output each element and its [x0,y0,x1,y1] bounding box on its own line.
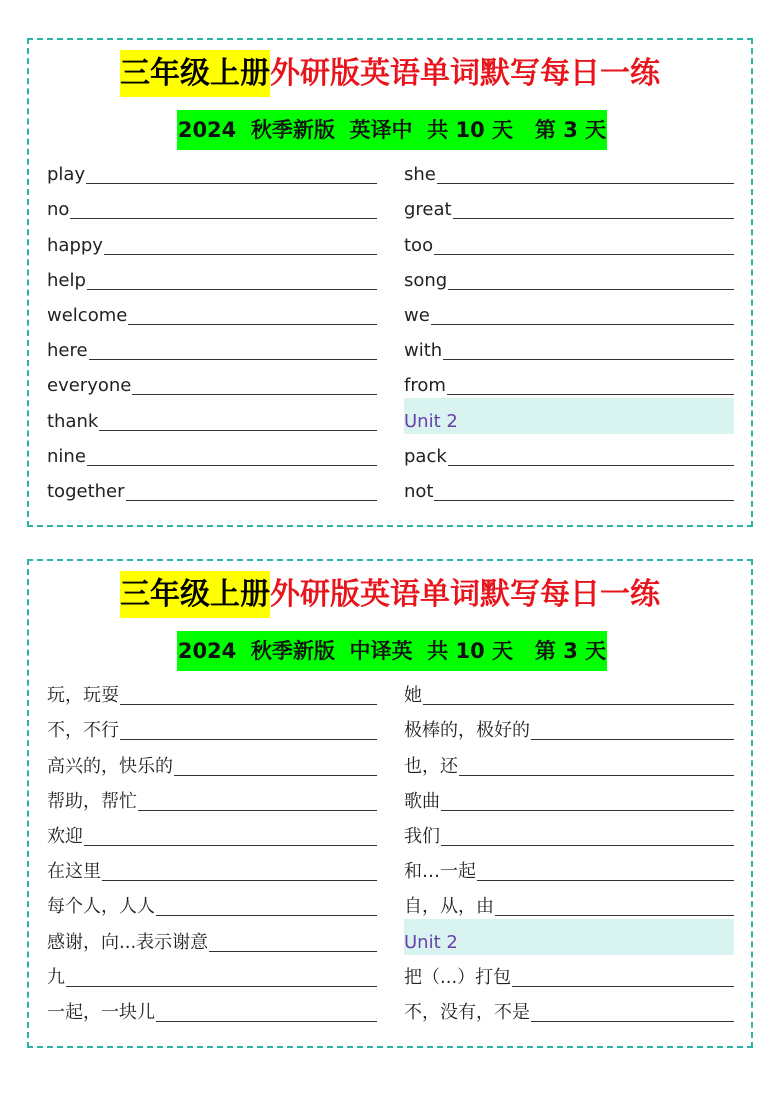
word-prompt: 高兴的，快乐的 [47,755,173,777]
word-row [404,884,734,919]
word-column-right [404,673,734,1025]
answer-blank-line[interactable] [102,879,377,881]
worksheet-subtitle: 2024 秋季新版 英译中 共 10 天 第 3 天 [177,110,607,150]
word-prompt: 自，从，由 [404,896,494,918]
worksheet-card-zh-to-en [27,559,753,1048]
word-row [404,222,734,257]
word-row [47,398,377,433]
word-row [47,152,377,187]
word-prompt: 也，还 [404,755,458,777]
word-row [404,258,734,293]
word-column-left [47,152,377,504]
word-row [404,434,734,469]
word-prompt: pack [404,445,447,467]
answer-blank-line[interactable] [89,358,377,360]
title-text: 外研版英语单词默写每日一练 [270,56,660,91]
answer-blank-line[interactable] [448,288,734,290]
word-row [47,919,377,954]
word-prompt: 歌曲 [404,790,440,812]
word-prompt: everyone [47,375,132,397]
word-row [404,955,734,990]
answer-blank-line[interactable] [120,703,377,705]
word-row [404,990,734,1025]
worksheet-title [29,569,751,613]
title-highlight: 三年级上册 [120,571,270,618]
word-row [47,884,377,919]
word-row [47,673,377,708]
word-row [404,779,734,814]
word-row [47,990,377,1025]
word-row [404,152,734,187]
word-prompt: happy [47,234,103,256]
word-prompt: 极棒的，极好的 [404,720,530,742]
word-row [47,955,377,990]
worksheet-title [29,48,751,92]
answer-blank-line[interactable] [431,323,734,325]
word-prompt: 欢迎 [47,825,83,847]
word-prompt: welcome [47,304,128,326]
word-column-left [47,673,377,1025]
word-prompt: 不，没有，不是 [404,1001,530,1023]
title-highlight: 三年级上册 [120,50,270,97]
word-row [404,673,734,708]
word-row [404,187,734,222]
word-prompt: 每个人，人人 [47,896,155,918]
word-row [47,363,377,398]
worksheet-card-en-to-zh [27,38,753,527]
word-row [404,363,734,398]
word-row [47,187,377,222]
answer-blank-line[interactable] [99,429,377,431]
answer-blank-line[interactable] [132,393,377,395]
word-prompt: no [47,199,70,221]
word-row [47,814,377,849]
unit-header [404,398,734,433]
word-column-right [404,152,734,504]
word-row [47,469,377,504]
answer-blank-line[interactable] [434,253,734,255]
answer-blank-line[interactable] [495,914,734,916]
word-prompt: 把（...）打包 [404,966,512,988]
answer-blank-line[interactable] [459,774,734,776]
word-prompt: 一起，一块儿 [47,1001,155,1023]
word-prompt: thank [47,410,99,432]
answer-blank-line[interactable] [423,703,734,705]
answer-blank-line[interactable] [156,1020,377,1022]
word-prompt: song [404,269,448,291]
answer-blank-line[interactable] [87,464,377,466]
word-prompt: nine [47,445,86,467]
answer-blank-line[interactable] [120,738,377,740]
answer-blank-line[interactable] [156,914,377,916]
word-prompt: 九 [47,966,65,988]
word-row [47,293,377,328]
word-prompt: 她 [404,685,422,707]
word-prompt: together [47,480,125,502]
answer-blank-line[interactable] [531,1020,734,1022]
word-row [47,849,377,884]
answer-blank-line[interactable] [441,809,734,811]
word-prompt: too [404,234,434,256]
word-prompt: 和…一起 [404,861,476,883]
word-prompt: she [404,164,436,186]
answer-blank-line[interactable] [128,323,377,325]
word-prompt: 在这里 [47,861,101,883]
answer-blank-line[interactable] [441,844,734,846]
unit-label: Unit 2 [404,410,458,432]
word-prompt: 我们 [404,825,440,847]
word-prompt: with [404,340,443,362]
word-row [47,222,377,257]
answer-blank-line[interactable] [126,499,377,501]
unit-header [404,919,734,954]
answer-blank-line[interactable] [447,393,734,395]
answer-blank-line[interactable] [87,288,377,290]
word-row [404,708,734,743]
answer-blank-line[interactable] [443,358,734,360]
word-row [404,814,734,849]
word-prompt: from [404,375,446,397]
word-row [47,434,377,469]
answer-blank-line[interactable] [66,985,377,987]
answer-blank-line[interactable] [477,879,734,881]
word-row [404,469,734,504]
unit-label: Unit 2 [404,931,458,953]
word-prompt: help [47,269,86,291]
word-row [47,779,377,814]
word-prompt: great [404,199,452,221]
answer-blank-line[interactable] [531,738,734,740]
word-prompt: 不，不行 [47,720,119,742]
word-row [404,328,734,363]
word-row [404,849,734,884]
answer-blank-line[interactable] [453,217,734,219]
word-row [47,258,377,293]
word-prompt: 感谢，向...表示谢意 [47,931,209,953]
word-prompt: here [47,340,88,362]
worksheet-subtitle: 2024 秋季新版 中译英 共 10 天 第 3 天 [177,631,607,671]
answer-blank-line[interactable] [86,182,377,184]
answer-blank-line[interactable] [104,253,377,255]
word-prompt: 玩，玩耍 [47,685,119,707]
word-row [47,743,377,778]
word-row [404,743,734,778]
answer-blank-line[interactable] [512,985,734,987]
answer-blank-line[interactable] [138,809,377,811]
answer-blank-line[interactable] [434,499,734,501]
answer-blank-line[interactable] [174,774,377,776]
word-row [47,328,377,363]
word-prompt: play [47,164,86,186]
title-text: 外研版英语单词默写每日一练 [270,577,660,612]
answer-blank-line[interactable] [70,217,377,219]
answer-blank-line[interactable] [84,844,377,846]
word-prompt: we [404,304,430,326]
word-row [404,293,734,328]
word-prompt: not [404,480,434,502]
answer-blank-line[interactable] [209,950,377,952]
word-prompt: 帮助，帮忙 [47,790,137,812]
answer-blank-line[interactable] [437,182,734,184]
word-row [47,708,377,743]
answer-blank-line[interactable] [448,464,734,466]
